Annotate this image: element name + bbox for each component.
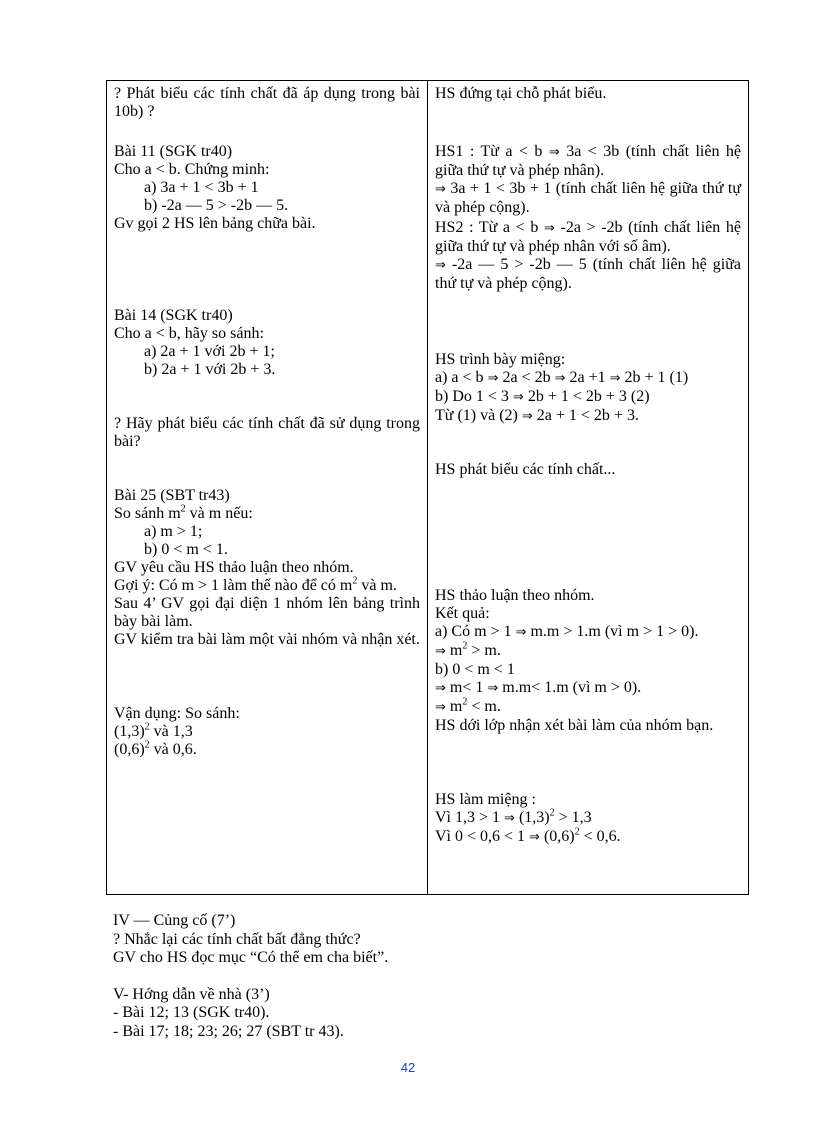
result-a-conclusion: ⇒ $m^2 > m$. [435,640,501,659]
oral-title: HS trình bày miệng: [435,351,566,368]
exercise-11-teacher-note: Gv gọi 2 HS lên bảng chữa bài. [114,215,316,232]
homework-item-1: - Bài 12; 13 (SGK tr40). [113,1004,270,1021]
exercise-11-b: b) -2a — 5 > -2b — 5. [144,197,289,214]
exercise-14-b: b) 2a + 1 với 2b + 3. [144,361,276,378]
consolidation-question: ? Nhắc lại các tính chất bất đẳng thức? [113,930,361,948]
result-a: a) Có m > 1 ⇒ m.m > 1.m (vì m > 1 > 0). [435,623,699,640]
teacher-call-group: Sau 4’ GV gọi đại diện 1 nhóm lên bảng trình bày bài làm. [114,595,420,630]
student-properties: HS phát biểu các tính chất... [435,461,616,478]
exercise-25 [114,487,420,649]
implies-arrow-icon: ⇒ [609,371,621,386]
exercise-11-a: a) 3a + 1 < 3b + 1 [144,179,259,196]
question-properties-10b: ? Phát biểu các tính chất đã áp dụng trong bài 10b) ? [114,85,420,120]
homework-heading: V- Hớng dẫn về nhà (3’) [113,985,270,1003]
result-label: Kết quả: [435,605,490,622]
implies-arrow-icon: ⇒ [435,700,446,715]
student-answer-1: HS đứng tại chỗ phát biểu. [435,85,607,102]
exercise-14 [114,307,420,379]
exercise-11-title: Bài 11 (SGK tr40) [114,143,233,160]
exercise-14-intro: Cho a < b, hãy so sánh: [114,325,264,342]
question-properties-used: ? Hãy phát biểu các tính chất đã sử dụng trong bài? [114,415,420,450]
implies-arrow-icon: ⇒ [543,221,555,236]
exercise-25-title: Bài 25 (SBT tr43) [114,487,230,504]
result-b-step: ⇒ m< 1 ⇒ m.m< 1.m (vì m > 0). [435,679,642,696]
implies-arrow-icon: ⇒ [435,182,446,197]
exercise-11 [114,143,420,233]
lesson-table [106,80,749,895]
teacher-hint: Gợi ý: Có m > 1 làm thế nào để có $m^2$ và m. [114,575,397,594]
oral-part-a: a) a < b ⇒ 2a < 2b ⇒ 2a +1 ⇒ 2b + 1 (1) [435,369,689,386]
teacher-column [107,81,427,758]
teacher-check: GV kiểm tra bài làm một vài nhóm và nhận xét. [114,631,420,648]
exercise-25-a: a) m > 1; [144,523,203,540]
implies-arrow-icon: ⇒ [435,644,446,659]
implies-arrow-icon: ⇒ [435,258,446,273]
student-column [428,81,748,845]
exercise-25-b: b) 0 < m < 1. [144,541,228,558]
lesson-footer [113,912,753,1041]
exercise-11-intro: Cho a < b. Chứng minh: [114,161,270,178]
hs2-solution: HS2 : Từ a < b ⇒ -2a > -2b (tính chất liên hệ giữa thứ tự và phép nhân với số âm). ⇒ -2a — 5 > -2b — 5 (tính chất liên hệ giữa thứ tự và phép cộng). [435,219,741,292]
oral-answers [435,791,741,847]
exercise-14-a: a) 2a + 1 với 2b + 1; [144,343,275,360]
application-item-2: $(0,6)^2$ và 0,6. [114,739,197,758]
implies-arrow-icon: ⇒ [487,371,499,386]
implies-arrow-icon: ⇒ [529,830,540,845]
application-item-1: $(1,3)^2$ và 1,3 [114,721,193,740]
oral-conclusion: Từ (1) và (2) ⇒ 2a + 1 < 2b + 3. [435,407,639,424]
application-exercise [114,705,420,759]
group-discussion [435,587,741,735]
column-divider [427,81,428,894]
result-b: b) 0 < m < 1 [435,661,515,678]
result-b-conclusion: ⇒ $m^2 < m$. [435,696,501,715]
oral-part-b: b) Do 1 < 3 ⇒ 2b + 1 < 2b + 3 (2) [435,388,650,405]
consolidation-heading: IV — Củng cố (7’) [113,912,236,929]
hs1-solution: HS1 : Từ a < b ⇒ 3a < 3b (tính chất liên hệ giữa thứ tự và phép nhân). ⇒ 3a + 1 < 3b + 1 (tính chất liên hệ giữa thứ tự và phép cộng). [435,143,741,216]
discussion-title: HS thảo luận theo nhóm. [435,587,595,604]
page-number: 42 [400,1060,416,1075]
application-title: Vận dụng: So sánh: [114,705,240,722]
oral-answer-2: Vì 0 < 0,6 < 1 ⇒ $(0,6)^2 < 0,6$. [435,826,621,845]
teacher-group-instruction: GV yêu cầu HS thảo luận theo nhóm. [114,559,354,576]
oral-answer-1: Vì 1,3 > 1 ⇒ $(1,3)^2 > 1,3$ [435,807,592,826]
exercise-14-title: Bài 14 (SGK tr40) [114,307,233,324]
implies-arrow-icon: ⇒ [435,681,446,696]
implies-arrow-icon: ⇒ [487,681,499,696]
implies-arrow-icon: ⇒ [521,409,533,424]
homework-item-2: - Bài 17; 18; 23; 26; 27 (SBT tr 43). [113,1022,344,1040]
class-comment: HS dới lớp nhận xét bài làm của nhóm bạn. [435,717,714,734]
implies-arrow-icon: ⇒ [515,625,527,640]
implies-arrow-icon: ⇒ [512,390,524,405]
implies-arrow-icon: ⇒ [554,371,566,386]
exercise-25-intro: So sánh $m^2$ và m nếu: [114,503,253,522]
implies-arrow-icon: ⇒ [504,811,515,826]
oral-presentation [435,351,741,426]
consolidation-reading: GV cho HS đọc mục “Có thể em cha biết”. [113,949,389,966]
implies-arrow-icon: ⇒ [548,145,560,160]
oral-answers-title: HS làm miệng : [435,791,536,808]
